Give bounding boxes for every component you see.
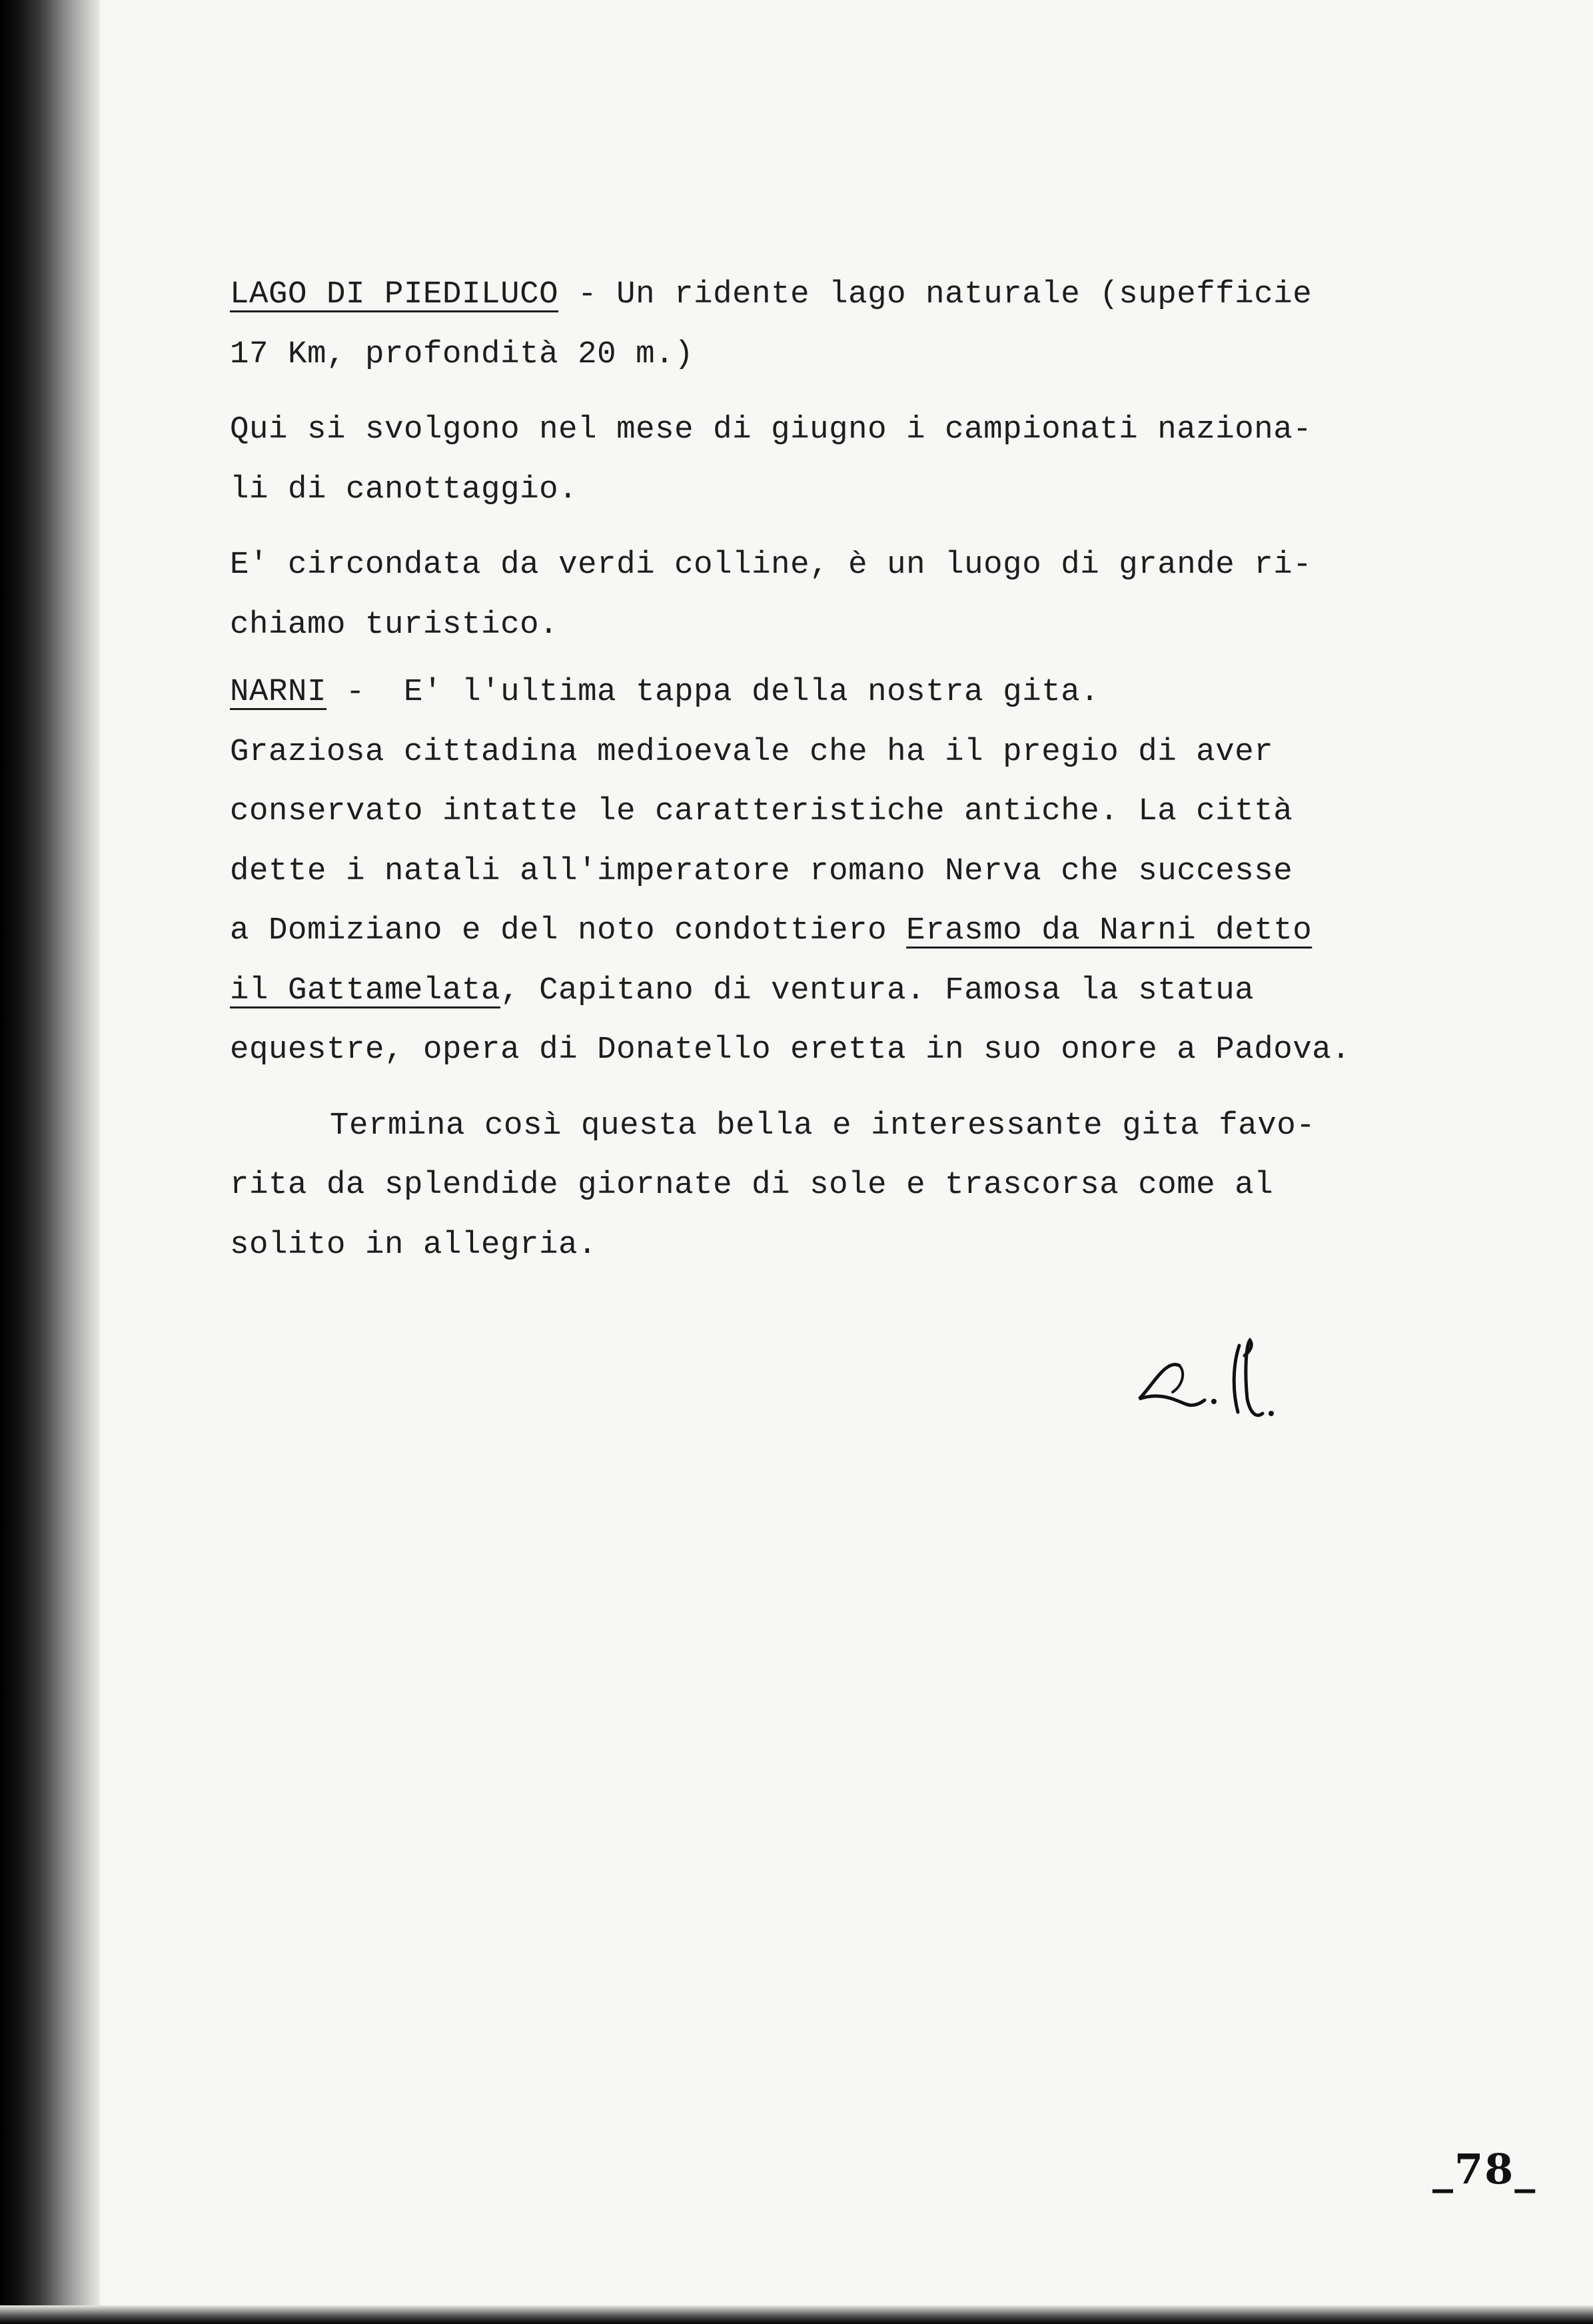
paragraph-narni-line-5: a Domiziano e del noto condottiero Erasmo da Narni detto xyxy=(230,913,1313,949)
paragraph-narni-line-2: Graziosa cittadina medioevale che ha il pregio di aver xyxy=(230,733,1274,770)
paragraph-colline-line-2: chiamo turistico. xyxy=(230,606,559,643)
paragraph-campionati-line-1: Qui si svolgono nel mese di giugno i campionati naziona- xyxy=(230,412,1313,448)
heading-narni: NARNI xyxy=(230,674,327,710)
paragraph-campionati-line-2: li di canottaggio. xyxy=(230,471,578,508)
paragraph-piediluco-line-1: LAGO DI PIEDILUCO - Un ridente lago naturale (supefficie xyxy=(230,276,1313,312)
paragraph-colline-line-1: E' circondata da verdi colline, è un luogo di grande ri- xyxy=(230,547,1313,583)
heading-lago-di-piediluco: LAGO DI PIEDILUCO xyxy=(230,276,559,312)
paragraph-narni-line-3: conservato intatte le caratteristiche antiche. La città xyxy=(230,793,1293,829)
underlined-erasmo-da-narni: Erasmo da Narni detto xyxy=(906,913,1313,949)
underlined-gattamelata: il Gattamelata xyxy=(230,972,501,1008)
paragraph-narni-line-7: equestre, opera di Donatello eretta in suo onore a Padova. xyxy=(230,1032,1351,1068)
page-number: _78_ xyxy=(1432,2145,1537,2193)
document-body xyxy=(230,265,1409,1275)
paragraph-piediluco-line-2: 17 Km, profondità 20 m.) xyxy=(230,336,694,372)
binding-shadow xyxy=(0,0,100,2324)
paragraph-termina-line-3: solito in allegria. xyxy=(230,1226,598,1263)
paragraph-narni-line-1: NARNI - E' l'ultima tappa della nostra gita. xyxy=(230,674,1100,710)
paragraph-termina-line-2: rita da splendide giornate di sole e trascorsa come al xyxy=(230,1167,1274,1203)
bottom-edge-shadow xyxy=(0,2305,1593,2324)
paragraph-narni-line-6: il Gattamelata, Capitano di ventura. Famosa la statua xyxy=(230,972,1255,1008)
paragraph-narni-line-4: dette i natali all'imperatore romano Nerva che successe xyxy=(230,853,1293,889)
handwritten-signature xyxy=(1133,1326,1306,1432)
paragraph-termina-line-1: Termina così questa bella e interessante gita favo- xyxy=(330,1107,1316,1144)
